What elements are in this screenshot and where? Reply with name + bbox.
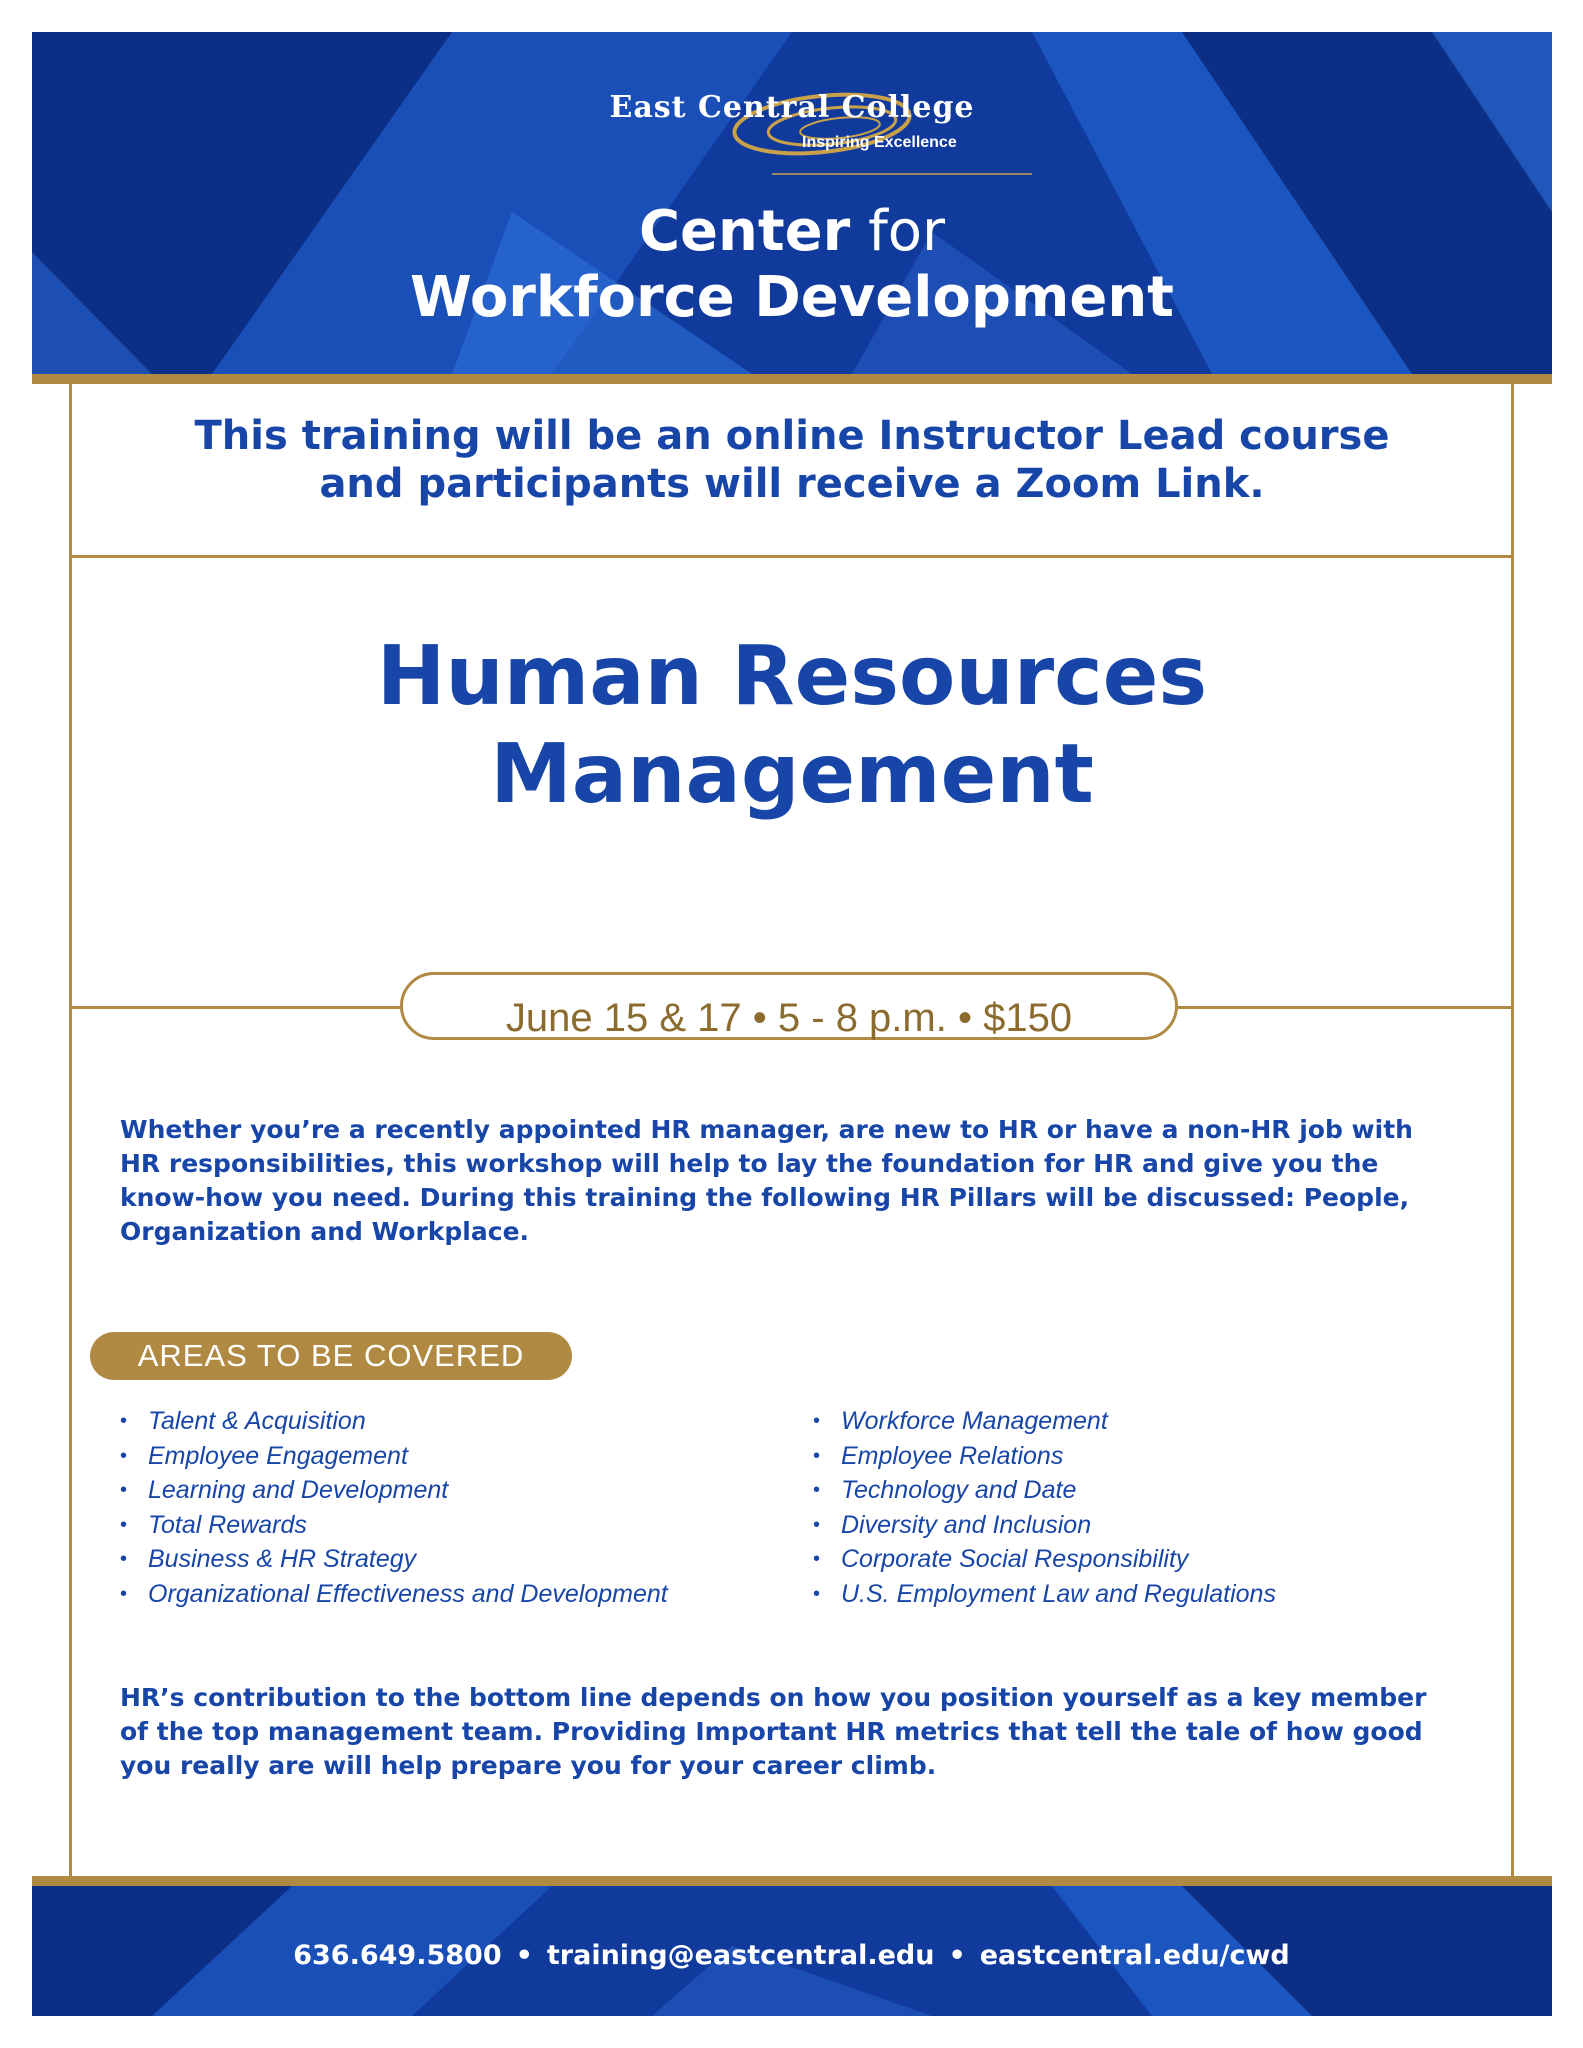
list-item: [813, 1404, 1453, 1439]
list-item: [120, 1577, 800, 1612]
notice-divider: [69, 555, 1514, 558]
date-rule-right: [1178, 1006, 1514, 1009]
list-item-label: Employee Relations: [841, 1441, 1064, 1470]
for-word: for: [868, 199, 946, 264]
bullet: •: [120, 1410, 128, 1432]
header-gold-rule: [32, 374, 1552, 384]
list-item-label: Organizational Effectiveness and Development: [148, 1579, 668, 1608]
bullet: •: [813, 1444, 821, 1467]
list-item-label: Learning and Development: [148, 1476, 449, 1504]
bullet: •: [813, 1410, 821, 1432]
course-title-line-2: Management: [490, 727, 1094, 822]
bullet: •: [813, 1513, 821, 1536]
list-item: [813, 1473, 1453, 1508]
list-item: [120, 1508, 800, 1543]
areas-list-left: [120, 1404, 800, 1611]
footer-gold-rule: [32, 1876, 1552, 1886]
center-heading: [32, 200, 1552, 264]
bullet: •: [120, 1444, 128, 1467]
website-url: eastcentral.edu/cwd: [979, 1940, 1290, 1971]
contact-line: [0, 1939, 1583, 1973]
list-item: [120, 1542, 800, 1577]
center-word: Center: [638, 199, 851, 264]
bullet: •: [813, 1548, 821, 1570]
list-item: [120, 1473, 800, 1508]
bullet: •: [813, 1479, 821, 1501]
bullet: •: [813, 1582, 821, 1605]
list-item-label: Total Rewards: [148, 1510, 307, 1539]
email-address: training@eastcentral.edu: [546, 1940, 935, 1971]
frame-right-border: [1511, 384, 1514, 1876]
bullet: •: [120, 1513, 128, 1536]
course-title-line-1: Human Resources: [376, 629, 1208, 724]
list-item-label: Business & HR Strategy: [148, 1545, 417, 1573]
list-item-label: Workforce Management: [841, 1407, 1108, 1435]
list-item: [813, 1577, 1453, 1612]
frame-left-border: [69, 384, 72, 1876]
list-item: [813, 1542, 1453, 1577]
header-banner: [32, 32, 1552, 374]
intro-paragraph: Whether you’re a recently appointed HR manager, are new to HR or have a non-HR job with HR responsibilities, this workshop will help to lay the foundation for HR and give you the know-how you need. During this training the following HR Pillars will be discussed: People, Organization and Workplace.: [120, 1115, 1413, 1246]
list-item-label: Talent & Acquisition: [148, 1407, 366, 1435]
bullet: •: [120, 1582, 128, 1605]
workforce-heading: Workforce Development: [410, 265, 1174, 330]
list-item-label: U.S. Employment Law and Regulations: [841, 1579, 1276, 1608]
bullet: •: [120, 1479, 128, 1501]
list-item-label: Diversity and Inclusion: [841, 1510, 1092, 1539]
schedule-text: June 15 & 17 • 5 - 8 p.m. • $150: [505, 996, 1073, 1040]
list-item: [120, 1439, 800, 1474]
areas-heading: AREAS TO BE COVERED: [137, 1338, 525, 1373]
online-notice: [72, 412, 1512, 508]
notice-line-2: and participants will receive a Zoom Link.: [319, 461, 1265, 507]
separator: •: [948, 1940, 966, 1971]
notice-line-1: This training will be an online Instructor Lead course: [194, 413, 1390, 459]
phone-number: 636.649.5800: [293, 1940, 502, 1971]
course-title: [72, 628, 1512, 824]
list-item-label: Technology and Date: [841, 1476, 1077, 1504]
list-item: [813, 1508, 1453, 1543]
areas-list-right: [813, 1404, 1453, 1611]
closing-paragraph: HR’s contribution to the bottom line depends on how you position yourself as a key member of the top management team. Providing Important HR metrics that tell the tale of how good you really are will help prepare you for your career climb.: [120, 1683, 1427, 1780]
list-item: [120, 1404, 800, 1439]
list-item-label: Corporate Social Responsibility: [841, 1545, 1189, 1573]
college-name: East Central College: [609, 90, 975, 125]
list-item: [813, 1439, 1453, 1474]
college-tagline: Inspiring Excellence: [802, 134, 957, 151]
list-item-label: Employee Engagement: [148, 1441, 408, 1470]
date-rule-left: [69, 1006, 400, 1009]
bullet: •: [120, 1548, 128, 1570]
separator: •: [515, 1940, 533, 1971]
